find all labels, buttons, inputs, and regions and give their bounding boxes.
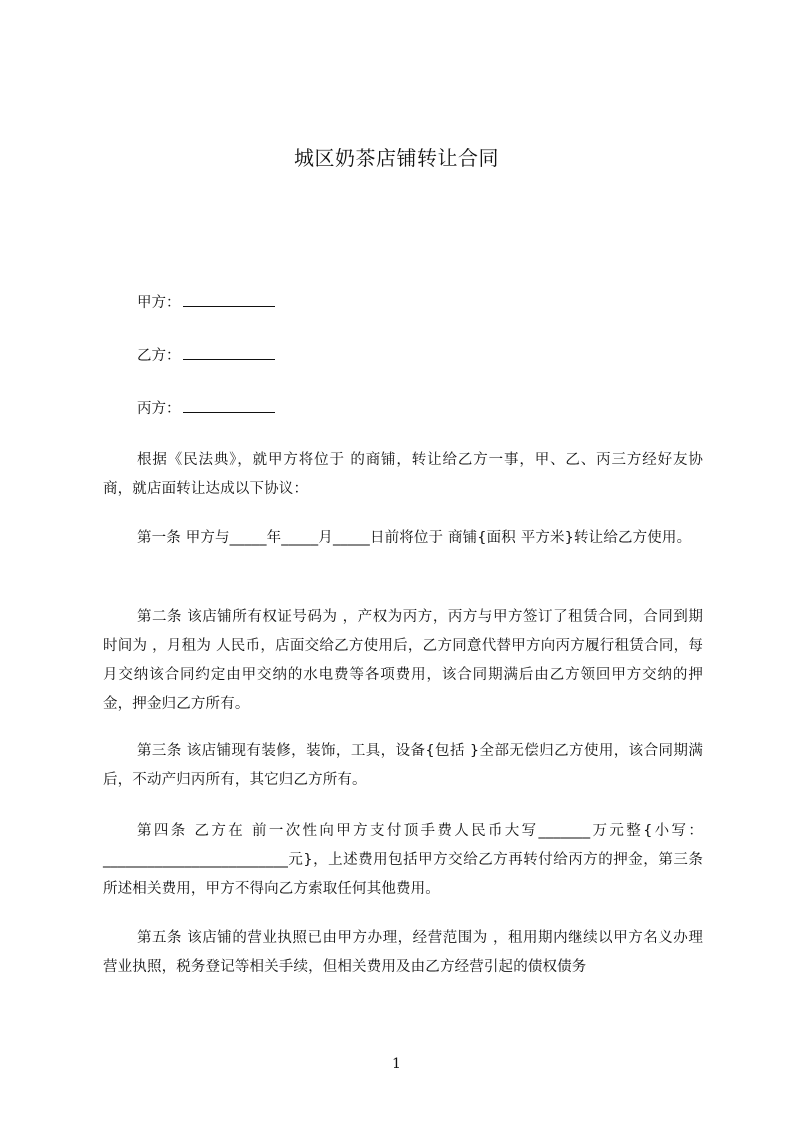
party-a-label: 甲方： xyxy=(137,295,181,311)
party-b-blank xyxy=(183,345,275,360)
party-a-line xyxy=(137,292,275,313)
party-b-line xyxy=(137,345,275,366)
article-5-paragraph: 第五条 该店铺的营业执照已由甲方办理，经营范围为 ，租用期内继续以甲方名义办理营业执照，税务登记等相关手续，但相关费用及由乙方经营引起的债权债务 xyxy=(103,930,703,975)
document-title: 城区奶茶店铺转让合同 xyxy=(294,146,499,170)
party-b-label: 乙方： xyxy=(137,348,181,364)
article-4-paragraph: 第四条 乙方在 前一次性向甲方支付顶手费人民币大写_______万元整{小写：_________________________元}，上述费用包括甲方交给乙方再转付给丙方的押金，第三条所述相关费用，甲方不得向乙方索取任何其他费用。 xyxy=(103,823,703,897)
article-2-paragraph: 第二条 该店铺所有权证号码为 ，产权为丙方，丙方与甲方签订了租赁合同，合同到期时间为 ，月租为 人民币，店面交给乙方使用后，乙方同意代替甲方向丙方履行租赁合同，每月交纳该合同约定由甲交纳的水电费等各项费用，该合同期满后由乙方领回甲方交纳的押金，押金归乙方所有。 xyxy=(103,609,703,712)
preamble-paragraph: 根据《民法典》，就甲方将位于 的商铺，转让给乙方一事，甲、乙、丙三方经好友协商，就店面转让达成以下协议： xyxy=(103,452,703,497)
party-a-blank xyxy=(183,292,275,307)
party-c-line xyxy=(137,398,275,419)
article-3-paragraph: 第三条 该店铺现有装修，装饰，工具，设备{包括 }全部无偿归乙方使用，该合同期满后，不动产归丙所有，其它归乙方所有。 xyxy=(103,743,703,788)
party-c-blank xyxy=(183,398,275,413)
article-1-paragraph: 第一条 甲方与_____年_____月_____日前将位于 商铺{面积 平方米}转让给乙方使用。 xyxy=(137,530,692,546)
party-c-label: 丙方： xyxy=(137,401,181,417)
page-number: 1 xyxy=(392,1056,401,1072)
